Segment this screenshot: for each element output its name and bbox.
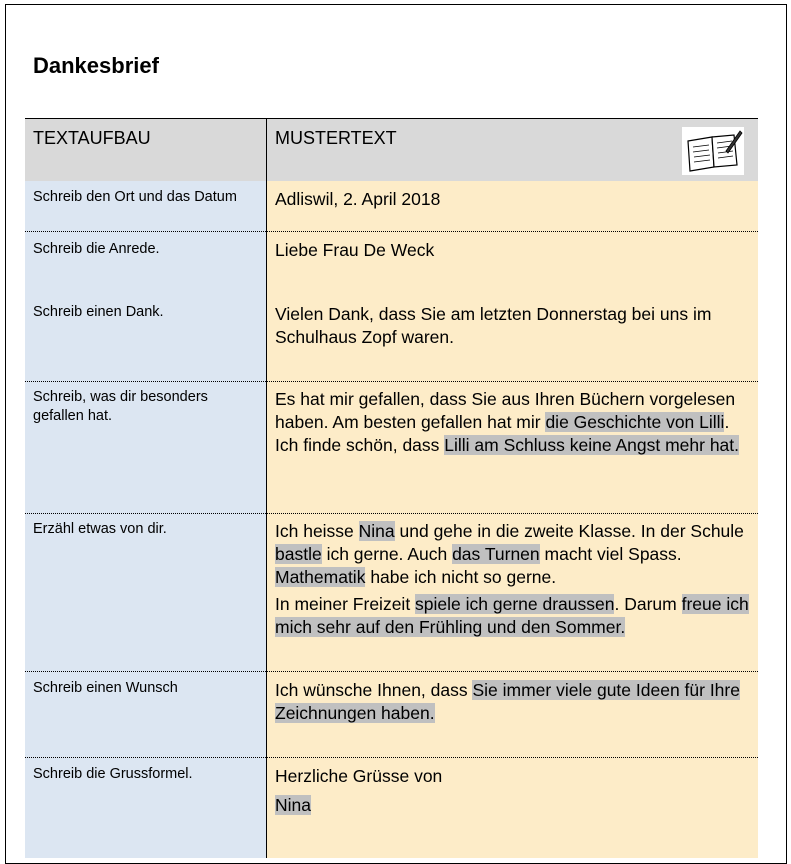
- structure-label-wish: Schreib einen Wunsch: [33, 680, 178, 696]
- sample-text-signature: [275, 794, 753, 817]
- structure-label-date: Schreib den Ort und das Datum: [33, 189, 237, 205]
- column-divider: [266, 118, 267, 858]
- row-separator: [25, 231, 758, 232]
- highlighted-text: Nina: [358, 521, 395, 541]
- text-run: Adliswil, 2. April 2018: [275, 189, 441, 209]
- highlighted-text: spiele ich gerne draussen: [415, 594, 615, 614]
- row-separator: [25, 671, 758, 672]
- sample-text-thanks: [275, 303, 753, 349]
- highlighted-text: freue ich mich sehr auf den Frühling und den Sommer.: [275, 594, 749, 637]
- highlighted-text: die Geschichte von Lilli: [545, 412, 725, 432]
- text-run: . Darum: [614, 594, 682, 614]
- row-separator: [25, 381, 758, 382]
- header-mustertext: MUSTERTEXT: [275, 128, 397, 148]
- sample-text-about-me: [275, 520, 753, 589]
- table-header: [25, 118, 758, 181]
- text-run: Ich heisse: [275, 521, 359, 541]
- structure-label-thanks: Schreib einen Dank.: [33, 304, 164, 320]
- text-run: Ich wünsche Ihnen, dass: [275, 680, 473, 700]
- row-separator: [25, 757, 758, 758]
- highlighted-text: bastle: [275, 544, 322, 564]
- highlighted-text: Lilli am Schluss keine Angst mehr hat.: [444, 435, 740, 455]
- text-run: In meiner Freizeit: [275, 594, 416, 614]
- header-textaufbau: TEXTAUFBAU: [33, 128, 151, 148]
- row-separator: [25, 513, 758, 514]
- sample-text-closing: [275, 765, 753, 788]
- structure-label-liked: Schreib, was dir besonders gefallen hat.: [33, 389, 208, 424]
- structure-label-closing: Schreib die Grussformel.: [33, 766, 193, 782]
- sample-text-date: [275, 188, 753, 211]
- highlighted-text: Sie immer viele gute Ideen für Ihre Zeichnungen haben.: [275, 680, 740, 723]
- text-run: Vielen Dank, dass Sie am letzten Donnerstag bei uns im Schulhaus Zopf waren.: [275, 304, 712, 347]
- writing-notebook-icon: [682, 127, 744, 175]
- text-run: Herzliche Grüsse von: [275, 766, 443, 786]
- structure-label-salutation: Schreib die Anrede.: [33, 241, 160, 257]
- highlighted-text: Nina: [275, 795, 311, 815]
- sample-text-salutation: [275, 239, 753, 262]
- text-run: macht viel Spass.: [539, 544, 682, 564]
- text-run: ich gerne. Auch: [321, 544, 453, 564]
- text-run: . Ich finde schön, dass: [275, 412, 730, 455]
- sample-text-about-me-2: [275, 593, 753, 639]
- text-run: habe ich nicht so gerne.: [365, 567, 557, 587]
- text-run: Liebe Frau De Weck: [275, 240, 435, 260]
- highlighted-text: Mathematik: [275, 567, 366, 587]
- structure-label-about-me: Erzähl etwas von dir.: [33, 521, 167, 537]
- document-title: Dankesbrief: [33, 53, 159, 78]
- text-run: und gehe in die zweite Klasse. In der Schule: [394, 521, 744, 541]
- text-run: Es hat mir gefallen, dass Sie aus Ihren Büchern vorgelesen haben. Am besten gefallen hat mir: [275, 389, 736, 432]
- sample-text-liked: [275, 388, 753, 457]
- sample-text-wish: [275, 679, 753, 725]
- highlighted-text: das Turnen: [452, 544, 540, 564]
